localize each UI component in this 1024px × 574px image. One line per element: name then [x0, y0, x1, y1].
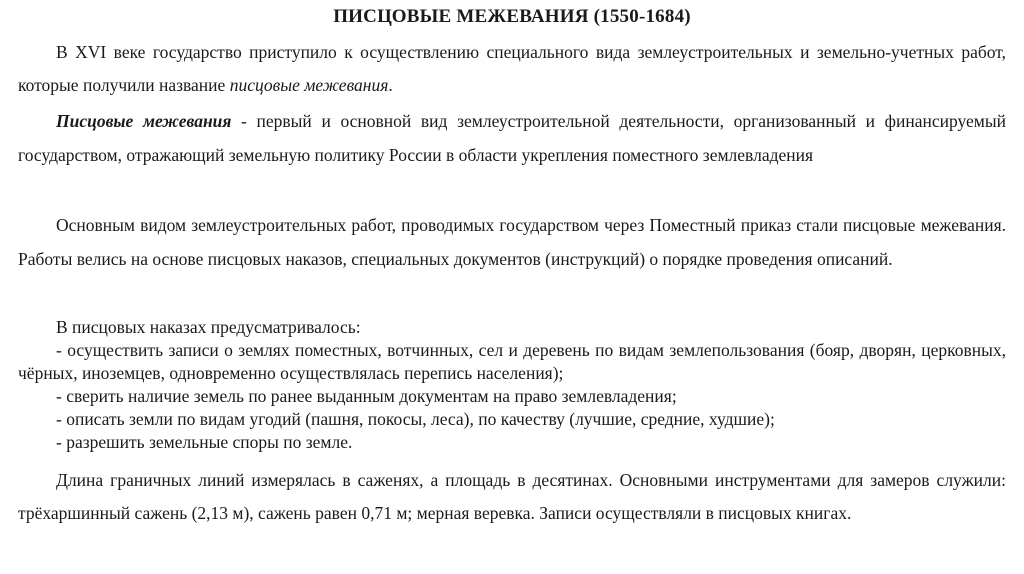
paragraph-measurements: Длина граничных линий измерялась в саженях, а площадь в десятинах. Основными инструментами для замеров служили: трёхаршинный сажень (2,13 м), сажень равен 0,71 м; мерная веревка. Записи осуществляли в писцовых книгах. [18, 470, 1006, 523]
paragraph-definition [18, 104, 1006, 172]
instructions-intro: В писцовых наказах предусматривалось: [56, 317, 361, 337]
intro-term: писцовые межевания [229, 75, 389, 95]
list-item: - осуществить записи о землях поместных, вотчинных, сел и деревень по видам землепользования (бояр, дворян, церковных, чёрных, иноземцев, одновременно осуществлялась перепись населения); [18, 340, 1006, 383]
list-item: - описать земли по видам угодий (пашня, покосы, леса), по качеству (лучшие, средние, худшие); [56, 409, 775, 429]
paragraph-instructions [18, 316, 1006, 454]
document-title: ПИСЦОВЫЕ МЕЖЕВАНИЯ (1550-1684) [333, 6, 691, 27]
list-item: - разрешить земельные споры по земле. [56, 432, 353, 452]
paragraph-main-works: Основным видом землеустроительных работ, проводимых государством через Поместный приказ стали писцовые межевания. Работы велись на основе писцовых наказов, специальных документов (инструкций) о порядке проведения описаний. [18, 215, 1006, 269]
paragraph-intro [18, 36, 1006, 102]
definition-term: Писцовые межевания [56, 111, 232, 131]
intro-text: В XVI веке государство приступило к осуществлению специального вида землеустроительных и земельно-учетных работ, которые получили название [18, 42, 1006, 95]
definition-text: - первый и основной вид землеустроительной деятельности, организованный и финансируемый государством, отражающий земельную политику России в области укрепления поместного землевладения [18, 111, 1006, 165]
list-item: - сверить наличие земель по ранее выданным документам на право землевладения; [56, 386, 677, 406]
intro-end: . [388, 75, 393, 95]
